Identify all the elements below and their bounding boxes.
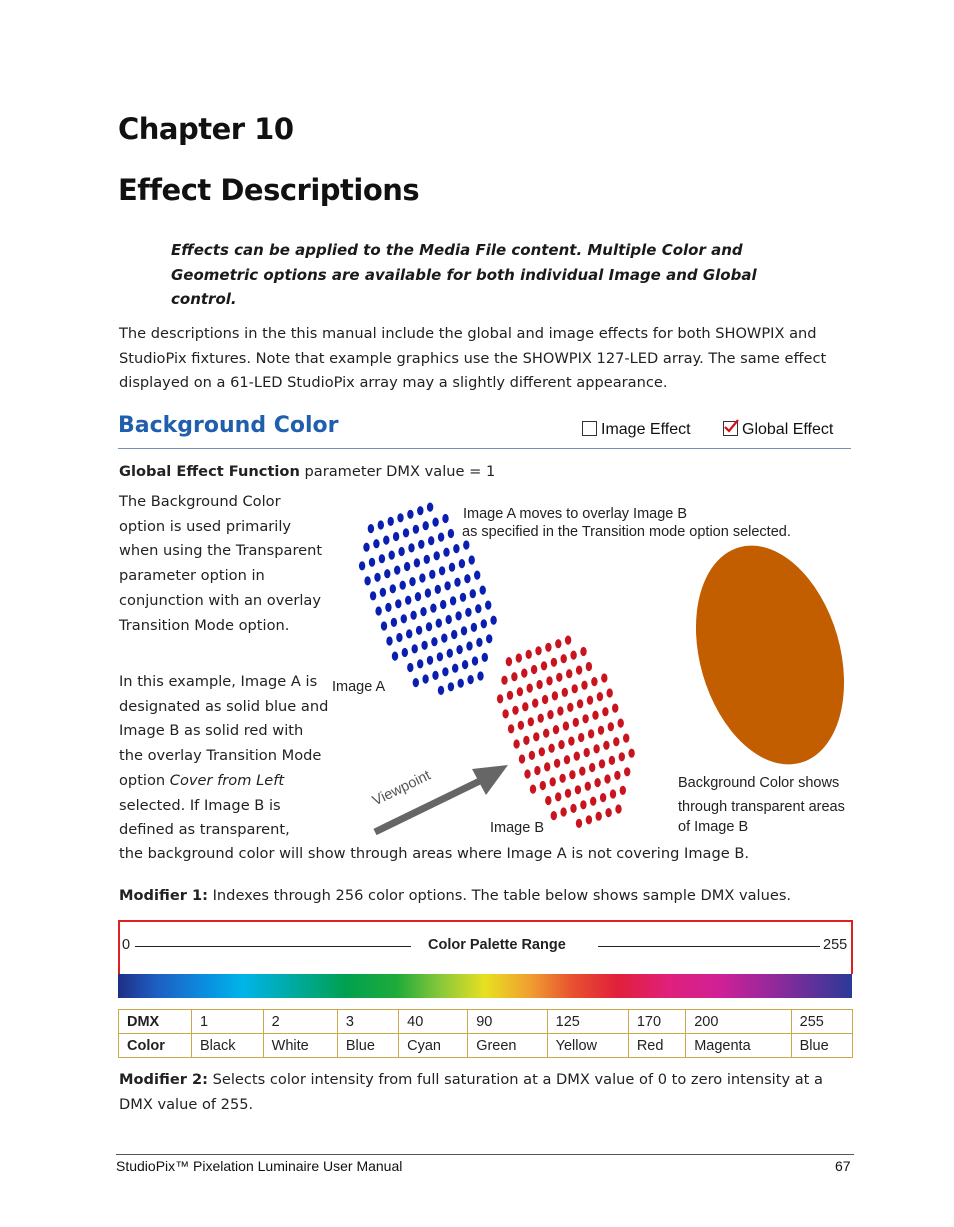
led-dot [540, 781, 546, 790]
led-dot [528, 717, 534, 726]
led-dot [396, 633, 402, 642]
modifier-1-label: Modifier 1: [119, 887, 208, 904]
global-effect-checkbox [723, 419, 833, 439]
dmx-value-cell: 90 [468, 1010, 547, 1034]
led-dot [401, 614, 407, 623]
led-dot [467, 675, 473, 684]
led-dot [443, 548, 449, 557]
led-dot [415, 592, 421, 601]
led-dot [586, 815, 592, 824]
image-effect-checkbox [582, 419, 691, 439]
table-row [119, 1034, 853, 1058]
led-dot [555, 792, 561, 801]
led-dot [536, 680, 542, 689]
led-dot [592, 711, 598, 720]
led-dot [612, 704, 618, 713]
color-name-cell: Cyan [399, 1034, 468, 1058]
led-dot [506, 657, 512, 666]
led-dot [554, 759, 560, 768]
led-dot [564, 755, 570, 764]
function-label: Global Effect Function [119, 463, 300, 480]
led-dot [368, 524, 374, 533]
led-dot [567, 703, 573, 712]
chapter-number: Chapter 10 [118, 112, 294, 146]
led-dot [381, 621, 387, 630]
color-name-cell: Blue [337, 1034, 398, 1058]
led-dot [398, 547, 404, 556]
led-dot [437, 652, 443, 661]
led-dot [553, 725, 559, 734]
led-dot [531, 665, 537, 674]
caption-top-2: as specified in the Transition mode option selected. [462, 524, 791, 540]
bg-caption-1: Background Color shows [678, 775, 840, 791]
led-dot [379, 554, 385, 563]
led-dot [441, 634, 447, 643]
caption-top-1: Image A moves to overlay Image B [463, 506, 688, 522]
led-dot [576, 666, 582, 675]
section-title: Background Color [118, 413, 339, 438]
background-color-ellipse [672, 528, 860, 782]
led-dot [454, 578, 460, 587]
led-dot [527, 684, 533, 693]
left-text-1: The Background Color option is used primarily when using the Transparent parameter option in conjunction with an overlay Transition Mode option. [119, 493, 323, 634]
led-dot [417, 659, 423, 668]
modifier-1-text: Indexes through 256 color options. The table below shows sample DMX values. [207, 887, 792, 904]
color-name-cell: Yellow [547, 1034, 628, 1058]
left-text-2-italic: Cover from Left [169, 771, 285, 789]
led-dot [594, 778, 600, 787]
led-dot [512, 706, 518, 715]
led-dot [373, 539, 379, 548]
global-effect-label: Global Effect [742, 421, 834, 438]
led-dot [386, 636, 392, 645]
led-dot [363, 543, 369, 552]
led-dot [458, 679, 464, 688]
led-dot [543, 729, 549, 738]
led-dot [388, 517, 394, 526]
led-dot [428, 536, 434, 545]
image-effect-label: Image Effect [601, 421, 691, 438]
led-dot [563, 721, 569, 730]
footer-title: StudioPix™ Pixelation Luminaire User Manual [116, 1158, 403, 1174]
led-dot [599, 759, 605, 768]
dmx-value-cell: 3 [337, 1010, 398, 1034]
led-dot [521, 669, 527, 678]
led-dot [385, 603, 391, 612]
dmx-table [118, 1009, 853, 1058]
led-dot [628, 749, 634, 758]
led-dot [464, 574, 470, 583]
led-dot [405, 596, 411, 605]
led-dot [459, 559, 465, 568]
led-dot [439, 566, 445, 575]
led-dot [597, 692, 603, 701]
led-dot [453, 544, 459, 553]
led-dot [412, 644, 418, 653]
led-dot [413, 525, 419, 534]
dmx-value-cell: 2 [263, 1010, 337, 1034]
led-dot [600, 793, 606, 802]
led-dot [465, 608, 471, 617]
led-dot [427, 503, 433, 512]
led-dot [551, 658, 557, 667]
bg-caption-3: of Image B [678, 819, 749, 835]
intro-text: Effects can be applied to the Media File content. Multiple Color and Geometric options are available for both individual Image and Global control. [171, 241, 757, 308]
led-dot [460, 593, 466, 602]
led-dot [497, 694, 503, 703]
led-dot [392, 652, 398, 661]
led-dot [566, 669, 572, 678]
led-dot [452, 664, 458, 673]
led-dot [519, 754, 525, 763]
led-dot [432, 518, 438, 527]
color-palette-gradient [118, 974, 852, 998]
led-dot [423, 521, 429, 530]
led-dot [418, 540, 424, 549]
led-dot [538, 714, 544, 723]
modifier-2-text: Selects color intensity from full saturation at a DMX value of 0 to zero intensity at a DMX value of 255. [119, 1071, 823, 1113]
led-dot [547, 710, 553, 719]
led-dot [378, 520, 384, 529]
led-dot [572, 684, 578, 693]
led-dot [394, 566, 400, 575]
led-dot [548, 744, 554, 753]
led-dot [370, 591, 376, 600]
led-dot [442, 514, 448, 523]
bg-caption-2: through transparent areas [678, 799, 845, 815]
led-dot [614, 771, 620, 780]
led-dot [610, 789, 616, 798]
led-dot [455, 611, 461, 620]
led-dot [517, 687, 523, 696]
led-dot [375, 606, 381, 615]
led-dot [582, 714, 588, 723]
color-name-cell: Red [628, 1034, 685, 1058]
led-dot [427, 656, 433, 665]
led-dot [414, 558, 420, 567]
led-dot [581, 681, 587, 690]
led-dot [410, 611, 416, 620]
led-dot [522, 702, 528, 711]
modifier-2 [119, 1068, 854, 1117]
led-dot [408, 543, 414, 552]
led-dot [580, 647, 586, 656]
led-dot [544, 762, 550, 771]
led-dot [369, 558, 375, 567]
led-dot [442, 667, 448, 676]
led-dot [609, 756, 615, 765]
led-dot [586, 662, 592, 671]
led-dot [481, 619, 487, 628]
led-dot [422, 674, 428, 683]
led-dot [462, 660, 468, 669]
led-dot [383, 536, 389, 545]
led-dot [359, 561, 365, 570]
led-dot [605, 808, 611, 817]
led-dot [603, 741, 609, 750]
led-dot [446, 615, 452, 624]
led-dot [574, 752, 580, 761]
description-text: The descriptions in the this manual include the global and image effects for both SHOWPIX and StudioPix fixtures. Note that example graphics use the SHOWPIX 127-LED array. The same effect displayed on a 61-LED StudioPix array may a slightly different appearance. [119, 325, 827, 391]
led-dot [524, 769, 530, 778]
led-dot [552, 691, 558, 700]
led-dot [469, 555, 475, 564]
led-dot [364, 576, 370, 585]
led-dot [434, 551, 440, 560]
color-name-cell: Magenta [686, 1034, 791, 1058]
led-dot [490, 616, 496, 625]
led-dot [435, 585, 441, 594]
footer-divider [116, 1154, 854, 1155]
led-dot [618, 719, 624, 728]
image-b-led-array [497, 636, 635, 829]
led-dot [450, 596, 456, 605]
led-dot [588, 729, 594, 738]
led-dot [431, 637, 437, 646]
led-dot [579, 767, 585, 776]
led-dot [518, 721, 524, 730]
led-dot [570, 804, 576, 813]
led-dot [406, 629, 412, 638]
led-dot [577, 699, 583, 708]
led-dot [425, 588, 431, 597]
color-header: Color [119, 1034, 192, 1058]
led-dot [477, 671, 483, 680]
viewpoint-label: Viewpoint [370, 767, 434, 810]
led-dot [480, 586, 486, 595]
led-dot [578, 733, 584, 742]
led-dot [501, 676, 507, 685]
dmx-value-cell: 255 [791, 1010, 852, 1034]
led-dot [397, 513, 403, 522]
led-dot [590, 797, 596, 806]
led-dot [535, 646, 541, 655]
function-line [119, 460, 495, 485]
led-dot [448, 529, 454, 538]
led-dot [508, 724, 514, 733]
left-text-2-b: selected. If Image B is defined as transparent, [119, 796, 290, 839]
modifier-1 [119, 884, 791, 909]
led-dot [615, 804, 621, 813]
led-dot [570, 651, 576, 660]
led-dot [565, 789, 571, 798]
led-dot [475, 604, 481, 613]
image-a-label: Image A [332, 679, 386, 695]
led-dot [598, 726, 604, 735]
led-dot [568, 737, 574, 746]
led-dot [407, 663, 413, 672]
led-dot [511, 672, 517, 681]
led-dot [604, 774, 610, 783]
led-dot [613, 737, 619, 746]
led-dot [430, 604, 436, 613]
led-dot [395, 599, 401, 608]
led-dot [533, 732, 539, 741]
led-dot [513, 739, 519, 748]
left-text-2-a: In this example, Image A is designated as solid blue and Image B as solid red with the overlay Transition Mode option [119, 673, 329, 789]
led-dot [384, 569, 390, 578]
led-dot [580, 800, 586, 809]
led-dot [591, 677, 597, 686]
led-dot [476, 638, 482, 647]
led-dot [532, 699, 538, 708]
led-dot [456, 645, 462, 654]
led-dot [556, 673, 562, 682]
led-dot [447, 649, 453, 658]
color-name-cell: White [263, 1034, 337, 1058]
led-dot [429, 570, 435, 579]
led-dot [545, 796, 551, 805]
led-dot [432, 671, 438, 680]
led-dot [420, 607, 426, 616]
led-dot [389, 551, 395, 560]
led-dot [529, 751, 535, 760]
led-dot [559, 774, 565, 783]
dmx-value-cell: 125 [547, 1010, 628, 1034]
dmx-header: DMX [119, 1010, 192, 1034]
section-divider [118, 448, 851, 449]
led-dot [557, 706, 563, 715]
led-dot [534, 766, 540, 775]
led-dot [623, 734, 629, 743]
led-dot [596, 812, 602, 821]
led-dot [602, 707, 608, 716]
led-dot [523, 736, 529, 745]
led-dot [576, 819, 582, 828]
led-dot [390, 584, 396, 593]
led-dot [404, 562, 410, 571]
led-dot [584, 748, 590, 757]
led-dot [551, 811, 557, 820]
led-dot [575, 785, 581, 794]
led-dot [417, 506, 423, 515]
led-dot [471, 623, 477, 632]
led-dot [461, 626, 467, 635]
led-dot [470, 589, 476, 598]
led-dot [409, 577, 415, 586]
led-dot [407, 510, 413, 519]
continuation-text: the background color will show through areas where Image A is not covering Image B. [119, 845, 750, 862]
led-dot [545, 643, 551, 652]
led-dot [474, 571, 480, 580]
led-dot [555, 639, 561, 648]
led-dot [502, 709, 508, 718]
palette-min: 0 [122, 937, 131, 953]
led-dot [585, 782, 591, 791]
page-number: 67 [835, 1158, 851, 1174]
led-dot [485, 601, 491, 610]
led-dot [403, 528, 409, 537]
led-dot [507, 691, 513, 700]
unchecked-box-icon [582, 421, 597, 436]
modifier-2-label: Modifier 2: [119, 1071, 208, 1088]
led-dot [466, 641, 472, 650]
dmx-value-cell: 170 [628, 1010, 685, 1034]
palette-line-right [598, 946, 820, 947]
led-dot [542, 695, 548, 704]
color-name-cell: Black [192, 1034, 264, 1058]
led-dot [560, 807, 566, 816]
led-dot [440, 600, 446, 609]
led-dot [486, 634, 492, 643]
led-dot [530, 785, 536, 794]
led-dot [416, 626, 422, 635]
led-dot [541, 661, 547, 670]
led-dot [451, 630, 457, 639]
led-dot [607, 688, 613, 697]
led-dot [593, 744, 599, 753]
led-dot [449, 563, 455, 572]
led-dot [424, 555, 430, 564]
led-dot [393, 532, 399, 541]
led-dot [608, 722, 614, 731]
led-dot [624, 767, 630, 776]
led-dot [444, 581, 450, 590]
led-dot [391, 618, 397, 627]
color-name-cell: Blue [791, 1034, 852, 1058]
led-dot [558, 740, 564, 749]
led-dot [419, 573, 425, 582]
dmx-value-cell: 200 [686, 1010, 791, 1034]
led-dot [374, 573, 380, 582]
led-dot [402, 648, 408, 657]
led-dot [550, 777, 556, 786]
led-dot [619, 752, 625, 761]
led-dot [565, 636, 571, 645]
led-dot [421, 641, 427, 650]
dmx-value-cell: 40 [399, 1010, 468, 1034]
led-dot [438, 686, 444, 695]
image-b-label: Image B [490, 820, 544, 836]
led-dot [400, 581, 406, 590]
led-dot [426, 622, 432, 631]
led-dot [601, 673, 607, 682]
led-dot [620, 786, 626, 795]
palette-label: Color Palette Range [428, 937, 566, 953]
led-dot [539, 747, 545, 756]
led-dot [438, 533, 444, 542]
chapter-title: Effect Descriptions [118, 173, 420, 207]
led-dot [526, 650, 532, 659]
led-dot [569, 770, 575, 779]
palette-max: 255 [823, 937, 848, 953]
color-name-cell: Green [468, 1034, 547, 1058]
led-dot [561, 654, 567, 663]
checked-box-icon [723, 421, 738, 436]
led-dot [562, 688, 568, 697]
table-row [119, 1010, 853, 1034]
led-dot [482, 653, 488, 662]
led-dot [463, 540, 469, 549]
led-dot [472, 656, 478, 665]
function-value: parameter DMX value = 1 [299, 463, 496, 480]
led-dot [380, 588, 386, 597]
led-dot [546, 676, 552, 685]
led-dot [413, 678, 419, 687]
led-dot [436, 619, 442, 628]
led-dot [587, 696, 593, 705]
led-dot [448, 682, 454, 691]
left-text-2 [119, 670, 329, 843]
palette-line-left [135, 946, 411, 947]
led-dot [516, 653, 522, 662]
led-dot [589, 763, 595, 772]
led-dot [573, 718, 579, 727]
dmx-value-cell: 1 [192, 1010, 264, 1034]
